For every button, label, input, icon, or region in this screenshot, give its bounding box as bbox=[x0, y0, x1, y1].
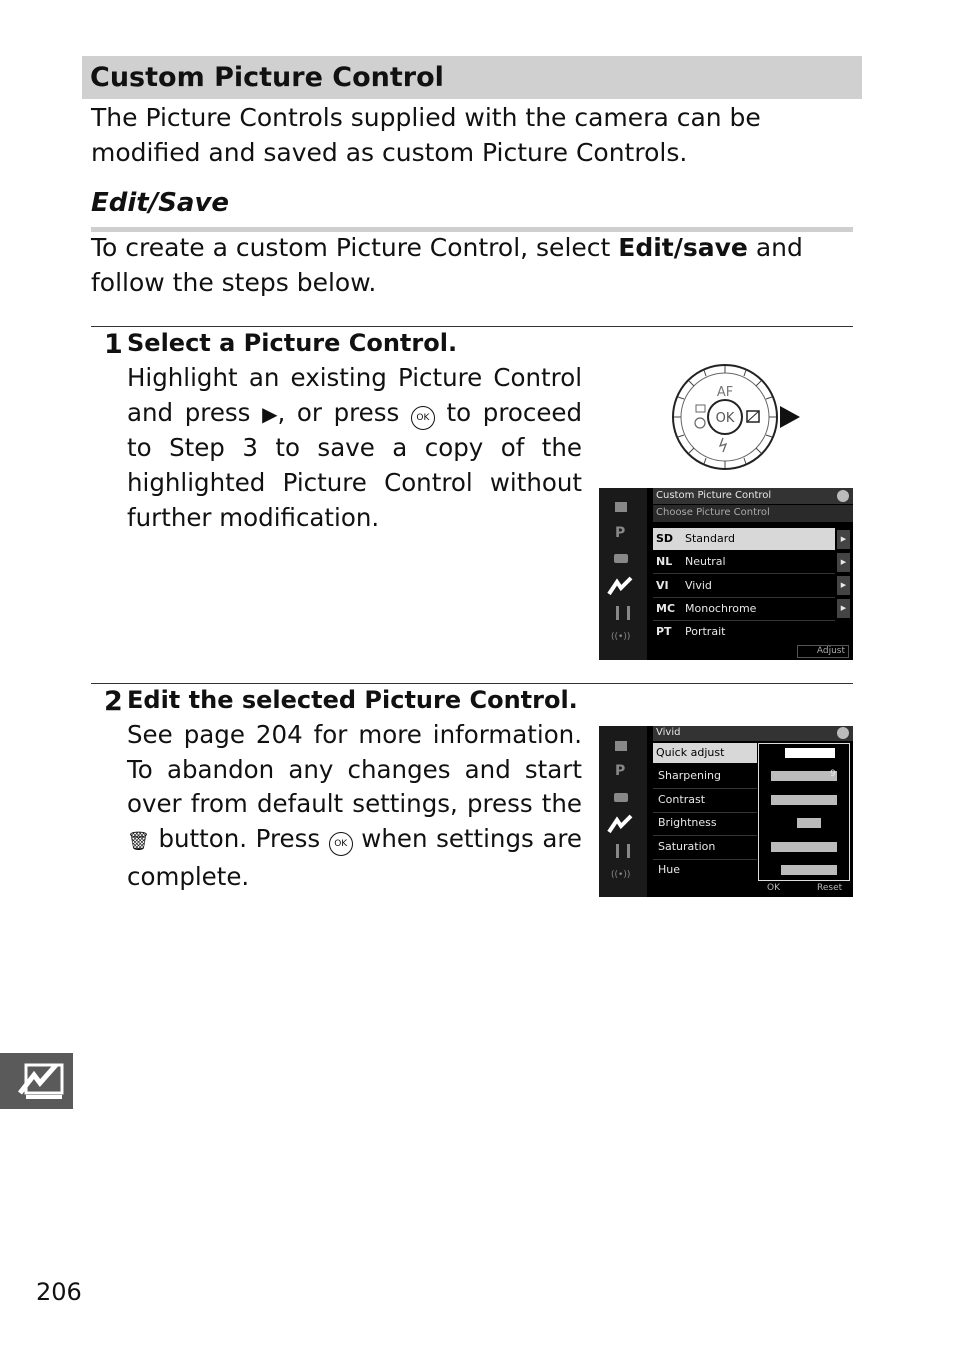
step1-text-b: , or press bbox=[277, 397, 411, 427]
section-title: Custom Picture Control bbox=[90, 62, 444, 93]
menu-item-code: VI bbox=[656, 579, 669, 592]
quick-adjust-slider[interactable] bbox=[784, 747, 836, 759]
menu-item-code: PT bbox=[656, 625, 672, 638]
setup-tab-icon bbox=[616, 844, 630, 858]
menu-item-label: Neutral bbox=[685, 555, 726, 568]
step1-title: Select a Picture Control. bbox=[127, 329, 458, 357]
sharpening-label: Sharpening bbox=[658, 769, 721, 782]
wireless-tab-icon: ((•)) bbox=[611, 870, 631, 880]
step2-text-b: button. Press bbox=[149, 824, 329, 854]
brightness-item[interactable] bbox=[653, 813, 757, 836]
subsection-text-pre: To create a custom Picture Control, select bbox=[91, 233, 619, 262]
chevron-right-icon: ▶ bbox=[837, 530, 850, 549]
hue-slider[interactable] bbox=[781, 865, 837, 875]
saturation-item[interactable] bbox=[653, 837, 757, 860]
intro-paragraph: The Picture Controls supplied with the camera can be modified and saved as custom Picture Controls. bbox=[91, 103, 761, 167]
subsection-title: Edit/Save bbox=[91, 188, 230, 218]
trash-icon: 🗑 bbox=[127, 831, 150, 853]
quick-adjust-item[interactable] bbox=[653, 743, 757, 763]
step2-text-c: when settings are complete. bbox=[127, 824, 582, 891]
wireless-tab-icon: ((•)) bbox=[611, 632, 631, 642]
step1-text bbox=[127, 361, 582, 536]
subsection-paragraph bbox=[91, 231, 856, 300]
menu-item-neutral[interactable] bbox=[653, 551, 835, 574]
retouch-section-tab bbox=[0, 1053, 73, 1109]
ok-hint: OK bbox=[767, 883, 780, 893]
step1-text-a: Highlight an existing Picture Control and press bbox=[127, 363, 582, 427]
sharpening-max-label: 9 bbox=[830, 769, 836, 779]
retouch-tab-icon bbox=[607, 814, 635, 834]
playback-tab-icon bbox=[615, 502, 627, 512]
chevron-right-icon: ▶ bbox=[837, 576, 850, 595]
movie-tab-icon bbox=[614, 793, 628, 802]
setup-tab-icon bbox=[616, 606, 630, 620]
saturation-label: Saturation bbox=[658, 840, 716, 853]
dial-top-label: AF bbox=[716, 385, 734, 400]
ok-button-icon: OK bbox=[329, 832, 353, 856]
chevron-right-icon: ▶ bbox=[837, 599, 850, 618]
menu-item-code: MC bbox=[656, 602, 676, 615]
chevron-right-icon: ▶ bbox=[837, 553, 850, 572]
step1-text-c: to proceed to Step 3 to save a copy of the highlighted Picture Control without further modification. bbox=[127, 397, 583, 532]
adjust-hint: Adjust bbox=[797, 645, 849, 658]
hue-item[interactable] bbox=[653, 860, 757, 882]
menu-tab-sidebar bbox=[599, 726, 647, 897]
page-number: 206 bbox=[36, 1278, 82, 1306]
back-icon[interactable] bbox=[837, 727, 849, 739]
menu-tab-sidebar bbox=[599, 488, 647, 660]
quick-adjust-label: Quick adjust bbox=[656, 746, 725, 759]
shooting-tab-icon: P bbox=[615, 525, 626, 541]
menu-item-label: Portrait bbox=[685, 625, 726, 638]
reset-hint: Reset bbox=[817, 883, 843, 893]
saturation-slider[interactable] bbox=[771, 842, 837, 852]
screen1-title: Custom Picture Control bbox=[656, 490, 772, 501]
menu-item-portrait[interactable] bbox=[653, 621, 835, 643]
multi-selector-dial-icon bbox=[660, 360, 810, 475]
menu-item-label: Monochrome bbox=[685, 602, 757, 615]
brightness-slider[interactable] bbox=[797, 818, 821, 828]
contrast-label: Contrast bbox=[658, 793, 706, 806]
step2-text-a: See page 204 for more information. To abandon any changes and start over from default settings, press the bbox=[127, 720, 582, 819]
camera-screen-picture-control-menu bbox=[599, 488, 853, 660]
right-arrow-icon: ▶ bbox=[262, 401, 278, 426]
menu-item-monochrome[interactable] bbox=[653, 598, 835, 621]
menu-item-label: Standard bbox=[685, 532, 736, 545]
contrast-item[interactable] bbox=[653, 790, 757, 813]
ok-button-icon: OK bbox=[411, 406, 435, 430]
screen2-title-bar bbox=[653, 726, 853, 741]
sharpening-item[interactable] bbox=[653, 766, 757, 789]
menu-item-standard[interactable] bbox=[653, 528, 835, 550]
screen1-subtitle: Choose Picture Control bbox=[656, 507, 770, 518]
step2-text bbox=[127, 718, 582, 895]
hue-label: Hue bbox=[658, 863, 681, 876]
step2-title: Edit the selected Picture Control. bbox=[127, 686, 578, 714]
retouch-icon bbox=[0, 1053, 73, 1109]
step2-rule bbox=[91, 683, 853, 684]
step2-number: 2 bbox=[104, 686, 123, 717]
movie-tab-icon bbox=[614, 554, 628, 563]
subsection-text-bold: Edit/save bbox=[618, 233, 748, 262]
step1-rule bbox=[91, 326, 853, 327]
menu-item-code: NL bbox=[656, 555, 673, 568]
brightness-label: Brightness bbox=[658, 816, 717, 829]
menu-item-label: Vivid bbox=[685, 579, 712, 592]
sharpening-slider[interactable] bbox=[771, 771, 837, 781]
step1-number: 1 bbox=[104, 329, 123, 360]
contrast-slider[interactable] bbox=[771, 795, 837, 805]
playback-tab-icon bbox=[615, 741, 627, 751]
menu-item-code: SD bbox=[656, 532, 674, 545]
menu-item-vivid[interactable] bbox=[653, 575, 835, 598]
back-icon[interactable] bbox=[837, 490, 849, 502]
adjust-values-panel bbox=[758, 743, 850, 881]
retouch-tab-icon bbox=[607, 576, 635, 596]
submenu-arrows bbox=[837, 530, 850, 640]
screen2-title: Vivid bbox=[656, 727, 681, 738]
camera-screen-vivid-edit bbox=[599, 726, 853, 897]
shooting-tab-icon: P bbox=[615, 763, 626, 779]
subsection-text-post: and follow the steps below. bbox=[91, 233, 803, 297]
dial-center-label: OK bbox=[715, 411, 735, 426]
